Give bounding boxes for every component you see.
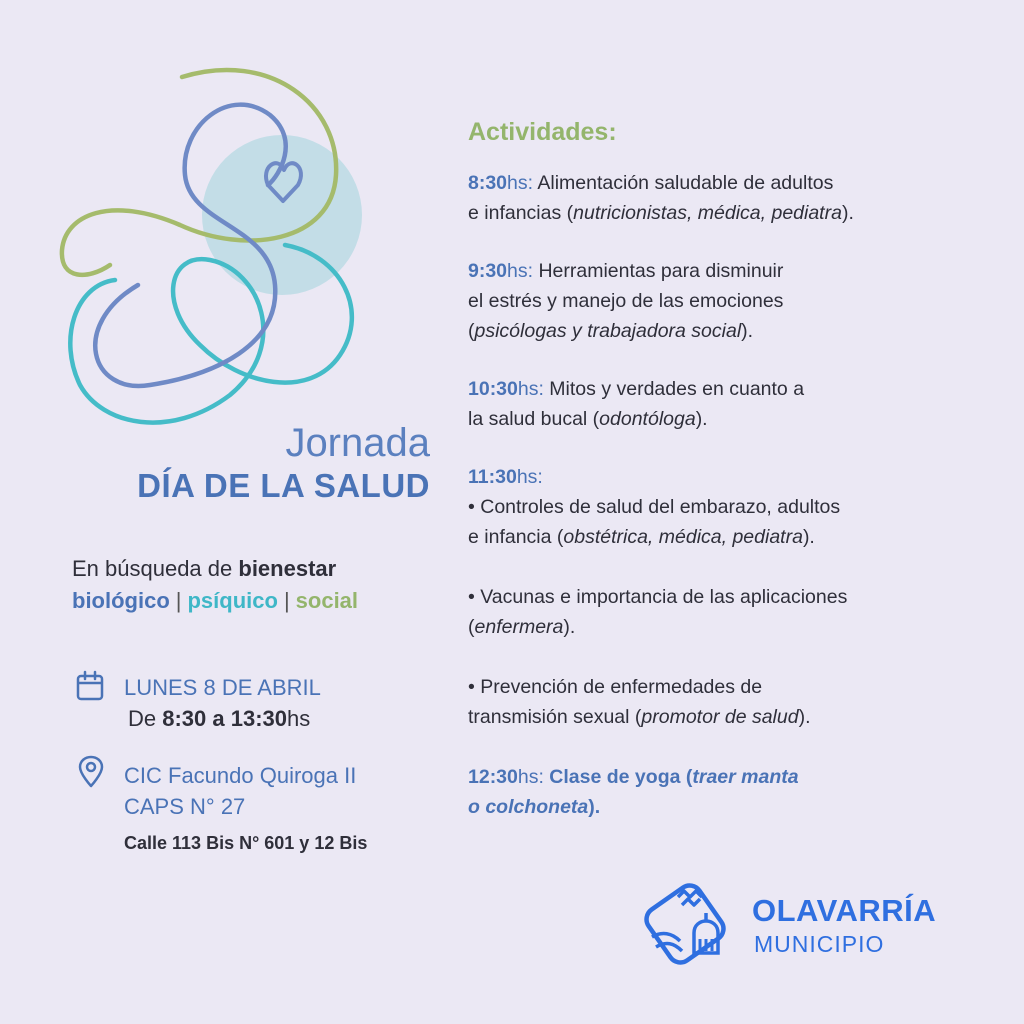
activity-item: 11:30hs: • Controles de salud del embarazo, adultos e infancia (obstétrica, médica, pediatra). xyxy=(468,466,841,548)
tagline xyxy=(72,553,358,617)
activities-title: Actividades: xyxy=(468,118,617,146)
tagline-prefix: En búsqueda de xyxy=(72,556,239,581)
tag-psiquico: psíquico xyxy=(187,588,278,613)
location-pin-icon xyxy=(76,755,106,789)
logo-name: OLAVARRÍA xyxy=(752,893,937,928)
activity-item: 12:30hs: Clase de yoga (traer manta o colchoneta). xyxy=(468,766,799,818)
separator: | xyxy=(175,588,182,613)
activities-list xyxy=(468,115,988,850)
calendar-icon xyxy=(75,670,105,704)
heart-swirl-illustration xyxy=(40,55,440,455)
event-date: LUNES 8 DE ABRIL xyxy=(124,675,321,700)
olavarria-emblem-icon xyxy=(640,875,740,975)
activity-subitem: • Prevención de enfermedades de transmisión sexual (promotor de salud). xyxy=(468,676,811,728)
activity-subitem: • Vacunas e importancia de las aplicaciones (enfermera). xyxy=(468,586,848,638)
tag-social: social xyxy=(295,588,359,613)
olavarria-logo xyxy=(640,875,960,975)
separator: | xyxy=(283,588,290,613)
tagline-bold: bienestar xyxy=(238,556,337,581)
logo-subtitle: MUNICIPIO xyxy=(754,931,885,957)
location-caps: CAPS N° 27 xyxy=(124,794,246,819)
activity-item: 9:30hs: Herramientas para disminuir el estrés y manejo de las emociones (psicólogas y trabajadora social). xyxy=(468,260,784,342)
jornada-heading: Jornada xyxy=(285,421,430,465)
tag-biologico: biológico xyxy=(72,588,170,613)
page-title: DÍA DE LA SALUD xyxy=(137,467,430,504)
location-name: CIC Facundo Quiroga II xyxy=(124,763,357,788)
activity-item: 10:30hs: Mitos y verdades en cuanto a la salud bucal (odontóloga). xyxy=(468,378,805,430)
activity-item: 8:30hs: Alimentación saludable de adultos e infancias (nutricionistas, médica, pediatra). xyxy=(468,172,854,224)
location-address: Calle 113 Bis N° 601 y 12 Bis xyxy=(124,833,368,853)
event-time: De 8:30 a 13:30hs xyxy=(128,706,311,731)
